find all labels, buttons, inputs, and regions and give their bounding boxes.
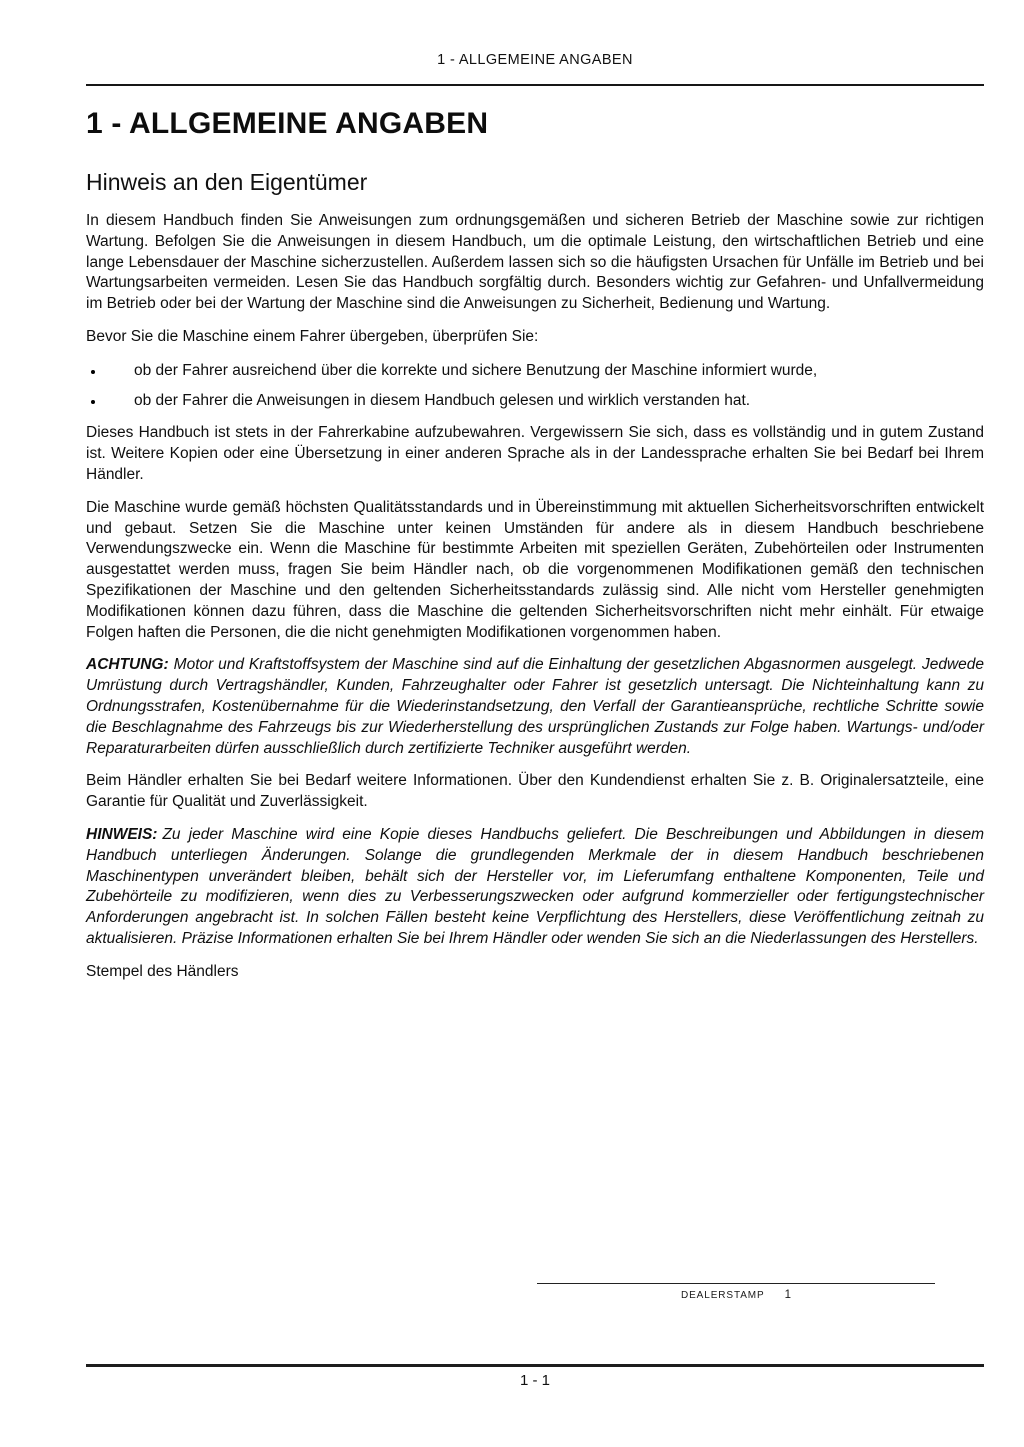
bullet-item xyxy=(86,361,984,382)
page-footer xyxy=(86,1364,984,1389)
page-title: 1 - ALLGEMEINE ANGABEN xyxy=(86,107,489,140)
bullet-icon xyxy=(91,370,95,374)
bullet-text: ob der Fahrer die Anweisungen in diesem Handbuch gelesen und wirklich verstanden hat. xyxy=(134,391,751,409)
section-subtitle: Hinweis an den Eigentümer xyxy=(86,169,368,195)
dealer-stamp-area xyxy=(537,1283,935,1301)
running-header-title: 1 - ALLGEMEINE ANGABEN xyxy=(437,52,633,68)
notice-hinweis xyxy=(86,825,984,950)
paragraph-haendler-info: Beim Händler erhalten Sie bei Bedarf weitere Informationen. Über den Kundendienst erhalten Sie z. B. Originalersatzteile, eine Garantie für Qualität und Zuverlässigkeit. xyxy=(86,772,984,811)
bullet-item xyxy=(86,391,984,412)
header-divider xyxy=(86,84,984,86)
notice-achtung xyxy=(86,655,984,759)
bullet-text: ob der Fahrer ausreichend über die korrekte und sichere Benutzung der Maschine informiert wurde, xyxy=(134,361,818,379)
notice-achtung-text: Motor und Kraftstoffsystem der Maschine sind auf die Einhaltung der gesetzlichen Abgasnormen ausgelegt. Jedwede Umrüstung durch Vertragshändler, Kunden, Fahrzeughalter oder Fahrer ist gesetzlich untersagt. Die Nichteinhaltung kann zu Ordnungsstrafen, Kostenübernahme für die Wiederinstandsetzung, den Verfall der Garantieansprüche, rechtliche Schritte sowie die Beschlagnahme des Fahrzeugs bis zur Wiederherstellung des ursprünglichen Zustands zur Folge haben. Wartungs- und/oder Reparaturarbeiten dürfen ausschließlich durch zertifizierte Techniker ausgeführt werden. xyxy=(86,656,984,757)
running-header xyxy=(86,0,984,68)
dealer-stamp-caption xyxy=(537,1289,935,1301)
notice-hinweis-label: HINWEIS: xyxy=(86,825,158,843)
paragraph-dealer-stamp-caption: Stempel des Händlers xyxy=(86,962,239,980)
dealer-stamp-line xyxy=(537,1283,935,1284)
paragraph-handbuch-kabine: Dieses Handbuch ist stets in der Fahrerkabine aufzubewahren. Vergewissern Sie sich, dass es vollständig und in gutem Zustand ist. Weitere Kopien oder eine Übersetzung in einer anderen Sprache als in der Landessprache erhalten Sie bei Bedarf bei Ihrem Händler. xyxy=(86,424,984,483)
bullet-icon xyxy=(91,400,95,404)
paragraph-bevor: Bevor Sie die Maschine einem Fahrer übergeben, überprüfen Sie: xyxy=(86,327,539,345)
dealer-stamp-label: DEALERSTAMP xyxy=(680,1290,765,1301)
notice-achtung-label: ACHTUNG: xyxy=(86,656,169,674)
footer-divider xyxy=(86,1364,984,1367)
paragraph-intro: In diesem Handbuch finden Sie Anweisungen zum ordnungsgemäßen und sicheren Betrieb der Maschine sowie zur richtigen Wartung. Befolgen Sie die Anweisungen in diesem Handbuch, um die optimale Leistung, den wirtschaftlichen Betrieb und eine lange Lebensdauer der Maschine sicherzustellen. Außerdem lassen sich so die häufigsten Ursachen für Unfälle im Betrieb und bei Wartungsarbeiten vermeiden. Lesen Sie das Handbuch sorgfältig durch. Besonders wichtig zur Gefahren- und Unfallvermeidung im Betrieb oder bei der Wartung der Maschine sind die Anweisungen zu Sicherheit, Bedienung und Wartung. xyxy=(86,212,984,313)
paragraph-maschine-qualitaet: Die Maschine wurde gemäß höchsten Qualitätsstandards und in Übereinstimmung mit aktuellen Sicherheitsvorschriften entwickelt und gebaut. Setzen Sie die Maschine unter keinen Umständen für andere als in diesem Handbuch beschriebene Verwendungszwecke ein. Wenn die Maschine für bestimmte Arbeiten mit speziellen Geräten, Zubehörteilen oder Instrumenten ausgestattet werden muss, fragen Sie beim Händler nach, ob die vorgenommenen Modifikationen gemäß den technischen Spezifikationen der Maschine und den geltenden Sicherheitsstandards zulässig sind. Alle nicht vom Hersteller genehmigten Modifikationen können dazu führen, dass die Maschine die geltenden Sicherheitsvorschriften nicht mehr einhält. Für etwaige Folgen haften die Personen, die die nicht genehmigten Modifikationen vorgenommen haben. xyxy=(86,498,984,641)
dealer-stamp-number: 1 xyxy=(784,1289,792,1301)
page-number: 1 - 1 xyxy=(519,1372,550,1389)
notice-hinweis-text: Zu jeder Maschine wird eine Kopie dieses Handbuchs geliefert. Die Beschreibungen und Abbildungen in diesem Handbuch unterliegen Änderungen. Solange die grundlegenden Merkmale der in diesem Handbuch beschriebenen Maschinentypen unverändert bleiben, behält sich der Hersteller vor, im Lieferumfang enthaltene Komponenten, Teile und Zubehörteile zu modifizieren, wenn dies zu Verbesserungszwecken oder aufgrund kommerzieller oder fertigungstechnischer Anforderungen angebracht ist. In solchen Fällen besteht keine Verpflichtung des Herstellers, diese Veröffentlichung zeitnah zu aktualisieren. Präzise Informationen erhalten Sie bei Ihrem Händler oder wenden Sie sich an die Niederlassungen des Herstellers. xyxy=(86,825,984,947)
